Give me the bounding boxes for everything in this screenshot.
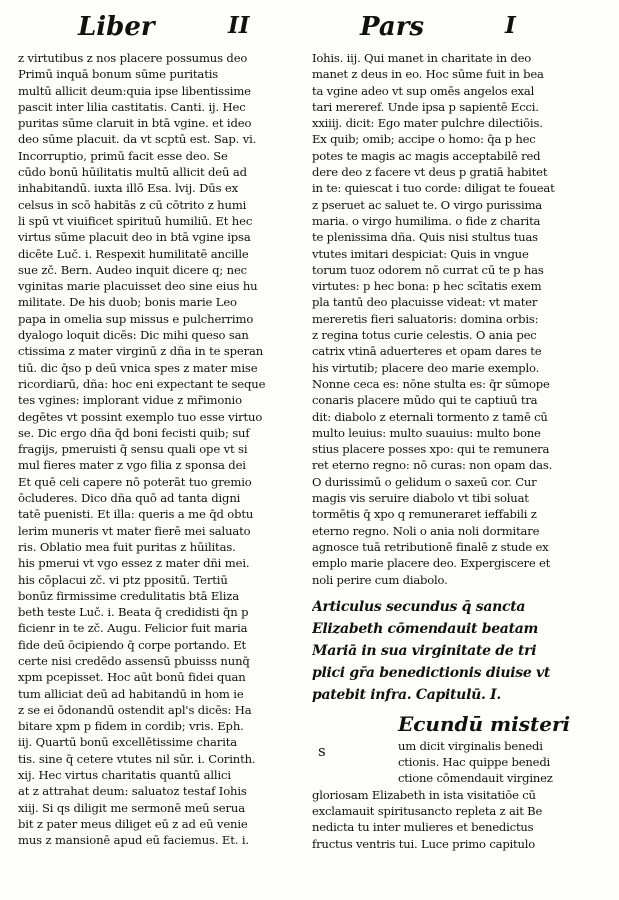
text-line: fragijs, pmeruisti q̄ sensu quali ope vt si: [18, 442, 248, 457]
text-line: O durissimū o gelidum o saxeū cor. Cur: [312, 474, 537, 489]
right-body-text: [312, 50, 608, 588]
header-book-numeral: II: [228, 12, 250, 39]
text-line: dit: diabolo z eternali tormento z tamē cū: [312, 409, 548, 424]
text-line: z regina totus curie celestis. O ania pec: [312, 328, 537, 343]
text-line: ricordiarū, dña: hoc eni expectant te seque: [18, 376, 266, 391]
text-line: sue zč. Bern. Audeo inquit dicere q; nec: [18, 262, 248, 277]
text-line: his cōplacui zč. vi ptz ppositū. Tertiū: [18, 572, 228, 587]
text-line: xij. Hec virtus charitatis quantū allici: [18, 768, 231, 783]
text-line: stius placere posses xpo: qui te remunera: [312, 442, 550, 457]
text-line: noli perire cum diabolo.: [312, 572, 448, 587]
text-line: puritas sūme claruit in btā vgine. et ideo: [18, 116, 252, 131]
chapter-opening: [312, 712, 608, 862]
text-line: um dicit virginalis benedi: [398, 738, 543, 753]
text-line: tiū. dic q̄so p deū vnica spes z mater mise: [18, 360, 258, 375]
text-line: his virtutib; placere deo marie exemplo.: [312, 360, 540, 375]
text-line: vginitas marie placuisset deo sine eius hu: [18, 279, 258, 294]
text-line: fructus ventris tui. Luce primo capitulo: [312, 836, 536, 851]
text-line: papa in omelia sup missus e pulcherrimo: [18, 311, 254, 326]
text-line: mul fieres mater z vgo filia z sponsa dei: [18, 458, 246, 473]
text-line: mereretis fieri saluatoris: domina orbis:: [312, 311, 539, 326]
text-line: degētes vt possint exemplo tuo esse virtuo: [18, 409, 263, 424]
guide-letter: s: [318, 741, 326, 760]
text-line: bitare xpm p fidem in cordib; vris. Eph.: [18, 719, 244, 734]
heading-line: Elizabeth cōmendauit beatam: [312, 620, 539, 637]
text-line: mus z mansionē apud eū faciemus. Et. i.: [18, 833, 249, 848]
text-line: li spū vt viuificet spirituū humiliū. Et hec: [18, 213, 253, 228]
heading-line: Mariā in sua virginitate de tri: [312, 642, 537, 659]
text-line: ta vgine adeo vt sup omēs angelos exal: [312, 83, 535, 98]
right-text-column: [312, 50, 608, 862]
text-line: manet z deus in eo. Hoc sūme fuit in bea: [312, 67, 544, 82]
text-line: ris. Oblatio mea fuit puritas z hūilitas.: [18, 539, 236, 554]
chapter-heading: [312, 596, 608, 706]
text-line: fide deū ōcipiendo q̄ corpe portando. Et: [18, 637, 247, 652]
left-text-column: [18, 50, 294, 849]
text-line: bonūz firmissime credulitatis btā Eliza: [18, 588, 240, 603]
text-line: se. Dic ergo dña q̄d boni fecisti quib; suf: [18, 425, 250, 440]
text-line: inhabitandū. iuxta illō Esa. lvij. Dūs ex: [18, 181, 239, 196]
text-line: z pseruet ac saluet te. O virgo purissima: [312, 197, 542, 212]
text-line: potes te magis ac magis acceptabilē red: [312, 148, 541, 163]
text-line: Iohis. iij. Qui manet in charitate in deo: [312, 51, 532, 65]
text-line: z se ei ōdonandū ostendit apl's dicēs: Ha: [18, 702, 252, 717]
text-line: ficienr in te zč. Augu. Felicior fuit maria: [18, 621, 248, 636]
text-line: vtutes imitari despiciat: Quis in vngue: [312, 246, 529, 261]
text-line: nedicta tu inter mulieres et benedictus: [312, 820, 534, 835]
text-line: ctionis. Hac quippe benedi: [398, 755, 551, 770]
text-line: xxiiij. dicit: Ego mater pulchre dilectiōis.: [312, 116, 543, 131]
text-line: Et quē celi capere nō poterāt tuo gremio: [18, 474, 252, 489]
text-line: eterno regno. Noli o ania noli dormitare: [312, 523, 540, 538]
text-line: Incorruptio, primū facit esse deo. Se: [18, 148, 228, 163]
text-line: gloriosam Elizabeth in ista visitatiōe cū: [312, 787, 536, 802]
text-line: z virtutibus z nos placere possumus deo: [18, 51, 248, 65]
text-line: Nonne ceca es: nōne stulta es: q̄r sūmope: [312, 376, 550, 391]
chapter-first-line: Ecundū misteri: [398, 711, 571, 736]
text-line: ctione cōmendauit virginez: [398, 771, 553, 786]
heading-line: Articulus secundus q̄ sancta: [312, 598, 526, 615]
text-line: tes vgines: implorant vidue z mr̄imonio: [18, 393, 242, 408]
text-line: catrix vtinā aduerteres et opam dares te: [312, 344, 542, 359]
heading-line: patebit infra. Capitulū. I.: [312, 686, 501, 703]
text-line: emplo marie placere deo. Expergiscere et: [312, 556, 551, 571]
text-line: at z attrahat deum: saluatoz testaf Iohis: [18, 784, 247, 799]
blank-initial-space: [312, 712, 396, 774]
text-line: ret eterno regno: nō curas: non opam das.: [312, 458, 553, 473]
text-line: Primū inquā bonum sūme puritatis: [18, 67, 219, 82]
text-line: his pmerui vt vgo essez z mater dñi mei.: [18, 556, 250, 571]
text-line: pascit inter lilia castitatis. Canti. ij. Hec: [18, 99, 246, 114]
text-line: agnosce tuā retributionē finalē z stude ex: [312, 539, 549, 554]
text-line: virtutes: p hec bona: p hec scītatis exem: [312, 279, 542, 294]
text-line: bit z pater meus diliget eū z ad eū venie: [18, 816, 248, 831]
text-line: militate. De his duob; bonis marie Leo: [18, 295, 237, 310]
text-line: tari mereref. Unde ipsa p sapientē Ecci.: [312, 99, 539, 114]
text-line: iij. Quartū bonū excellētissime charita: [18, 735, 238, 750]
text-line: celsus in scō habitās z cū cōtrito z humi: [18, 197, 247, 212]
text-line: torum tuoz odorem nō currat cū te p has: [312, 262, 544, 277]
text-line: dere deo z facere vt deus p gratiā habitet: [312, 165, 548, 180]
text-line: dyalogo loquit dicēs: Dic mihi queso san: [18, 328, 249, 343]
text-line: tum alliciat deū ad habitandū in hom ie: [18, 686, 244, 701]
text-line: ctissima z mater virginū z dña in te speran: [18, 344, 264, 359]
indented-lines: [398, 738, 608, 787]
text-line: magis vis seruire diabolo vt tibi soluat: [312, 491, 529, 506]
text-line: beth teste Luč. i. Beata q̄ credidisti q̄n p: [18, 605, 249, 620]
text-line: xpm pcepisset. Hoc aūt bonū fidei quan: [18, 670, 246, 685]
text-line: maria. o virgo humilima. o fide z charita: [312, 213, 541, 228]
text-line: tormētis q̄ xpo q remuneraret ieffabili z: [312, 507, 537, 522]
header-part-numeral: I: [505, 12, 516, 39]
header-liber: Liber: [78, 12, 155, 42]
text-line: conaris placere mūdo qui te captiuū tra: [312, 393, 538, 408]
chapter-body-lines: [312, 787, 608, 852]
text-line: xiij. Si qs diligit me sermonē meū serua: [18, 800, 245, 815]
text-line: deo sūme placuit. da vt scptū est. Sap. vi.: [18, 132, 257, 147]
text-line: in te: quiescat i tuo corde: diligat te foueat: [312, 181, 555, 196]
text-line: lerim muneris vt mater fierē mei saluato: [18, 523, 251, 538]
text-line: multo leuius: multo suauius: multo bone: [312, 425, 541, 440]
text-line: exclamauit spiritusancto repleta z ait Be: [312, 804, 543, 819]
heading-line: plici gr̄a benedictionis diuise vt: [312, 664, 551, 681]
text-line: dicēte Luč. i. Respexit humilitatē ancille: [18, 246, 249, 261]
text-line: Ex quib; omib; accipe o homo: q̄a p hec: [312, 132, 536, 147]
header-pars: Pars: [360, 12, 425, 42]
text-line: te plenissima dña. Quis nisi stultus tuas: [312, 230, 538, 245]
text-line: ōcluderes. Dico dña quō ad tanta digni: [18, 491, 241, 506]
text-line: certe nisi credēdo assensū pbuisss nunq̄: [18, 653, 250, 668]
text-line: multū allicit deum:quia ipse libentissime: [18, 83, 251, 98]
text-line: pla tantū deo placuisse videat: vt mater: [312, 295, 538, 310]
text-line: tatē puenisti. Et illa: queris a me q̄d obtu: [18, 507, 254, 522]
running-header: [0, 12, 619, 44]
text-line: virtus sūme placuit deo in btā vgine ipsa: [18, 230, 251, 245]
text-line: tis. sine q̄ cetere vtutes nil sūr. i. Corinth.: [18, 751, 256, 766]
text-line: cūdo bonū hūilitatis multū allicit deū ad: [18, 165, 247, 180]
